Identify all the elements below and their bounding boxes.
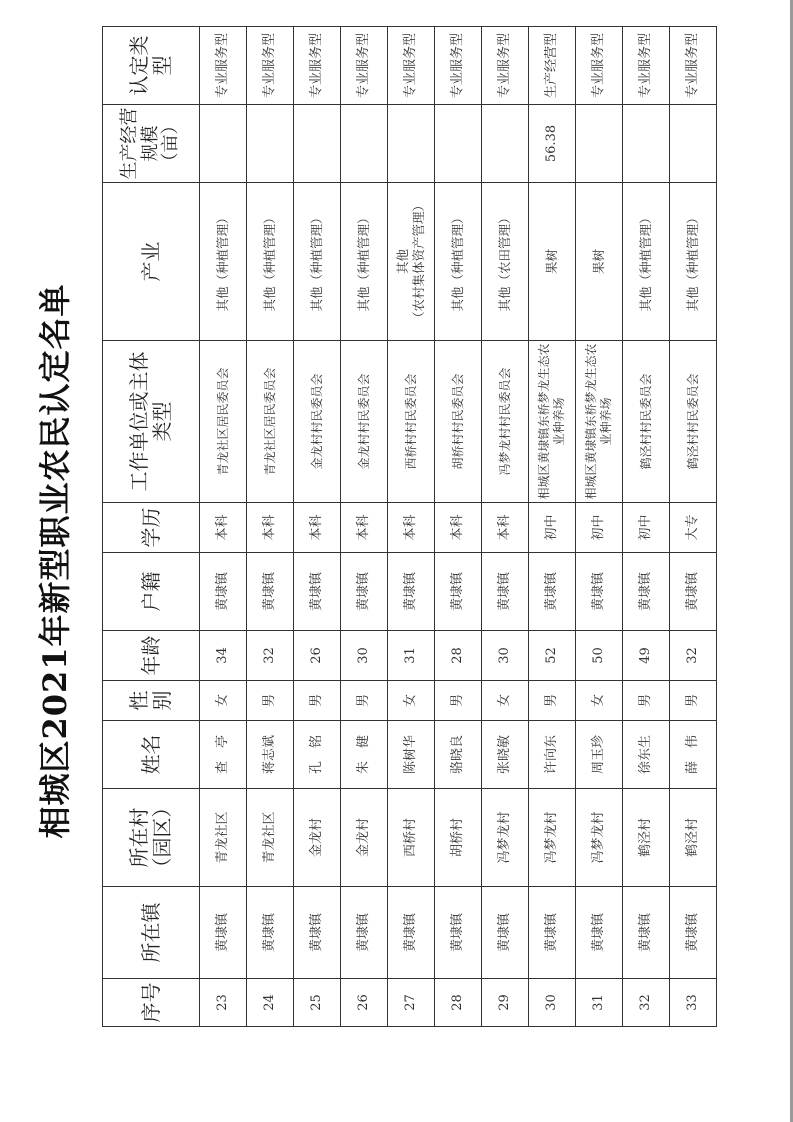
cell-name: 查 亭 [200,721,247,789]
cell-edu: 本科 [247,503,294,553]
table-row [482,27,529,1027]
cell-edu: 本科 [388,503,435,553]
cell-seq: 31 [576,979,623,1027]
cell-type: 专业服务型 [435,27,482,105]
cell-hukou: 黄埭镇 [623,553,670,631]
cell-gender: 男 [623,681,670,721]
cell-town: 黄埭镇 [435,887,482,979]
cell-gender: 女 [388,681,435,721]
cell-unit: 青龙社区居民委员会 [200,341,247,503]
cell-town: 黄埭镇 [576,887,623,979]
cell-hukou: 黄埭镇 [482,553,529,631]
cell-gender: 男 [341,681,388,721]
cell-industry: 其他（种植管理） [200,183,247,341]
cell-town: 黄埭镇 [482,887,529,979]
cell-hukou: 黄埭镇 [576,553,623,631]
cell-age: 34 [200,631,247,681]
cell-edu: 初中 [529,503,576,553]
cell-seq: 27 [388,979,435,1027]
cell-scale [294,105,341,183]
cell-edu: 本科 [294,503,341,553]
cell-hukou: 黄埭镇 [200,553,247,631]
header-unit: 工作单位或主体类型 [103,341,200,503]
cell-village: 西桥村 [388,789,435,887]
cell-village: 冯梦龙村 [529,789,576,887]
cell-scale [576,105,623,183]
cell-town: 黄埭镇 [529,887,576,979]
cell-name: 骆晓良 [435,721,482,789]
cell-age: 30 [482,631,529,681]
cell-village: 金龙村 [294,789,341,887]
cell-unit: 鹤泾村村民委员会 [670,341,717,503]
cell-unit: 相城区黄埭镇东桥梦龙生态农业种养场 [576,341,623,503]
cell-scale [247,105,294,183]
cell-name: 许向东 [529,721,576,789]
cell-village: 金龙村 [341,789,388,887]
cell-type: 专业服务型 [200,27,247,105]
cell-age: 30 [341,631,388,681]
cell-scale [388,105,435,183]
cell-industry: 其他（种植管理） [247,183,294,341]
table-row [623,27,670,1027]
cell-unit: 青龙社区居民委员会 [247,341,294,503]
cell-seq: 33 [670,979,717,1027]
cell-industry: 果树 [529,183,576,341]
cell-unit: 鹤泾村村民委员会 [623,341,670,503]
cell-hukou: 黄埭镇 [388,553,435,631]
cell-village: 青龙社区 [247,789,294,887]
table-row [341,27,388,1027]
cell-village: 鹤泾村 [670,789,717,887]
cell-town: 黄埭镇 [388,887,435,979]
cell-type: 专业服务型 [247,27,294,105]
cell-unit: 金龙村村民委员会 [294,341,341,503]
cell-village: 青龙社区 [200,789,247,887]
cell-gender: 男 [529,681,576,721]
cell-type: 专业服务型 [623,27,670,105]
cell-name: 孔 铭 [294,721,341,789]
cell-hukou: 黄埭镇 [435,553,482,631]
cell-gender: 男 [435,681,482,721]
cell-town: 黄埭镇 [670,887,717,979]
cell-scale [623,105,670,183]
cell-scale: 56.38 [529,105,576,183]
cell-age: 28 [435,631,482,681]
cell-age: 31 [388,631,435,681]
cell-name: 蒋志斌 [247,721,294,789]
cell-type: 专业服务型 [670,27,717,105]
cell-name: 徐东生 [623,721,670,789]
cell-scale [670,105,717,183]
table-row [576,27,623,1027]
header-seq: 序号 [103,979,200,1027]
table-row [247,27,294,1027]
cell-seq: 24 [247,979,294,1027]
cell-industry: 其他（种植管理） [623,183,670,341]
cell-age: 32 [247,631,294,681]
cell-village: 冯梦龙村 [576,789,623,887]
header-edu: 学历 [103,503,200,553]
cell-scale [482,105,529,183]
cell-town: 黄埭镇 [294,887,341,979]
cell-industry: 其他（农田管理） [482,183,529,341]
cell-type: 专业服务型 [294,27,341,105]
header-type: 认定类型 [103,27,200,105]
cell-type: 专业服务型 [482,27,529,105]
cell-scale [200,105,247,183]
cell-age: 49 [623,631,670,681]
farmer-list-table [102,26,717,1027]
cell-seq: 29 [482,979,529,1027]
cell-name: 薛 伟 [670,721,717,789]
cell-seq: 30 [529,979,576,1027]
cell-unit: 西桥村村民委员会 [388,341,435,503]
header-age: 年龄 [103,631,200,681]
cell-hukou: 黄埭镇 [294,553,341,631]
cell-hukou: 黄埭镇 [341,553,388,631]
cell-hukou: 黄埭镇 [247,553,294,631]
cell-name: 陈树华 [388,721,435,789]
cell-type: 专业服务型 [388,27,435,105]
cell-gender: 女 [482,681,529,721]
table-row [529,27,576,1027]
cell-industry: 果树 [576,183,623,341]
cell-gender: 男 [294,681,341,721]
cell-village: 鹤泾村 [623,789,670,887]
cell-edu: 大专 [670,503,717,553]
header-town: 所在镇 [103,887,200,979]
cell-seq: 25 [294,979,341,1027]
cell-unit: 冯梦龙村村民委员会 [482,341,529,503]
table-body [200,27,717,1027]
table-row [388,27,435,1027]
cell-gender: 男 [247,681,294,721]
cell-type: 专业服务型 [341,27,388,105]
cell-seq: 23 [200,979,247,1027]
cell-age: 32 [670,631,717,681]
cell-seq: 28 [435,979,482,1027]
cell-edu: 本科 [482,503,529,553]
header-industry: 产业 [103,183,200,341]
document-title: 相城区2021年新型职业农民认定名单 [36,283,74,839]
header-name: 姓名 [103,721,200,789]
cell-village: 胡桥村 [435,789,482,887]
cell-age: 26 [294,631,341,681]
header-scale: 生产经营 规模 （亩） [103,105,200,183]
cell-unit: 相城区黄埭镇东桥梦龙生态农业种养场 [529,341,576,503]
header-village: 所在村 （园区） [103,789,200,887]
cell-industry: 其他（种植管理） [435,183,482,341]
cell-age: 50 [576,631,623,681]
cell-industry: 其他 （农村集体资产管理） [388,183,435,341]
table-row [200,27,247,1027]
cell-hukou: 黄埭镇 [529,553,576,631]
cell-name: 张晓敏 [482,721,529,789]
cell-scale [435,105,482,183]
header-row [103,27,200,1027]
cell-village: 冯梦龙村 [482,789,529,887]
cell-gender: 女 [576,681,623,721]
cell-type: 专业服务型 [576,27,623,105]
cell-edu: 本科 [200,503,247,553]
cell-gender: 男 [670,681,717,721]
header-gender: 性别 [103,681,200,721]
cell-town: 黄埭镇 [247,887,294,979]
cell-town: 黄埭镇 [200,887,247,979]
cell-name: 朱 健 [341,721,388,789]
cell-industry: 其他（种植管理） [670,183,717,341]
cell-gender: 女 [200,681,247,721]
cell-town: 黄埭镇 [341,887,388,979]
table-row [435,27,482,1027]
cell-edu: 本科 [435,503,482,553]
cell-type: 生产经营型 [529,27,576,105]
table-row [670,27,717,1027]
cell-unit: 胡桥村村民委员会 [435,341,482,503]
header-hukou: 户籍 [103,553,200,631]
cell-edu: 初中 [576,503,623,553]
cell-edu: 本科 [341,503,388,553]
cell-name: 周玉珍 [576,721,623,789]
cell-scale [341,105,388,183]
cell-unit: 金龙村村民委员会 [341,341,388,503]
cell-hukou: 黄埭镇 [670,553,717,631]
table-row [294,27,341,1027]
cell-industry: 其他（种植管理） [294,183,341,341]
cell-seq: 26 [341,979,388,1027]
cell-industry: 其他（种植管理） [341,183,388,341]
cell-edu: 初中 [623,503,670,553]
cell-town: 黄埭镇 [623,887,670,979]
cell-seq: 32 [623,979,670,1027]
cell-age: 52 [529,631,576,681]
